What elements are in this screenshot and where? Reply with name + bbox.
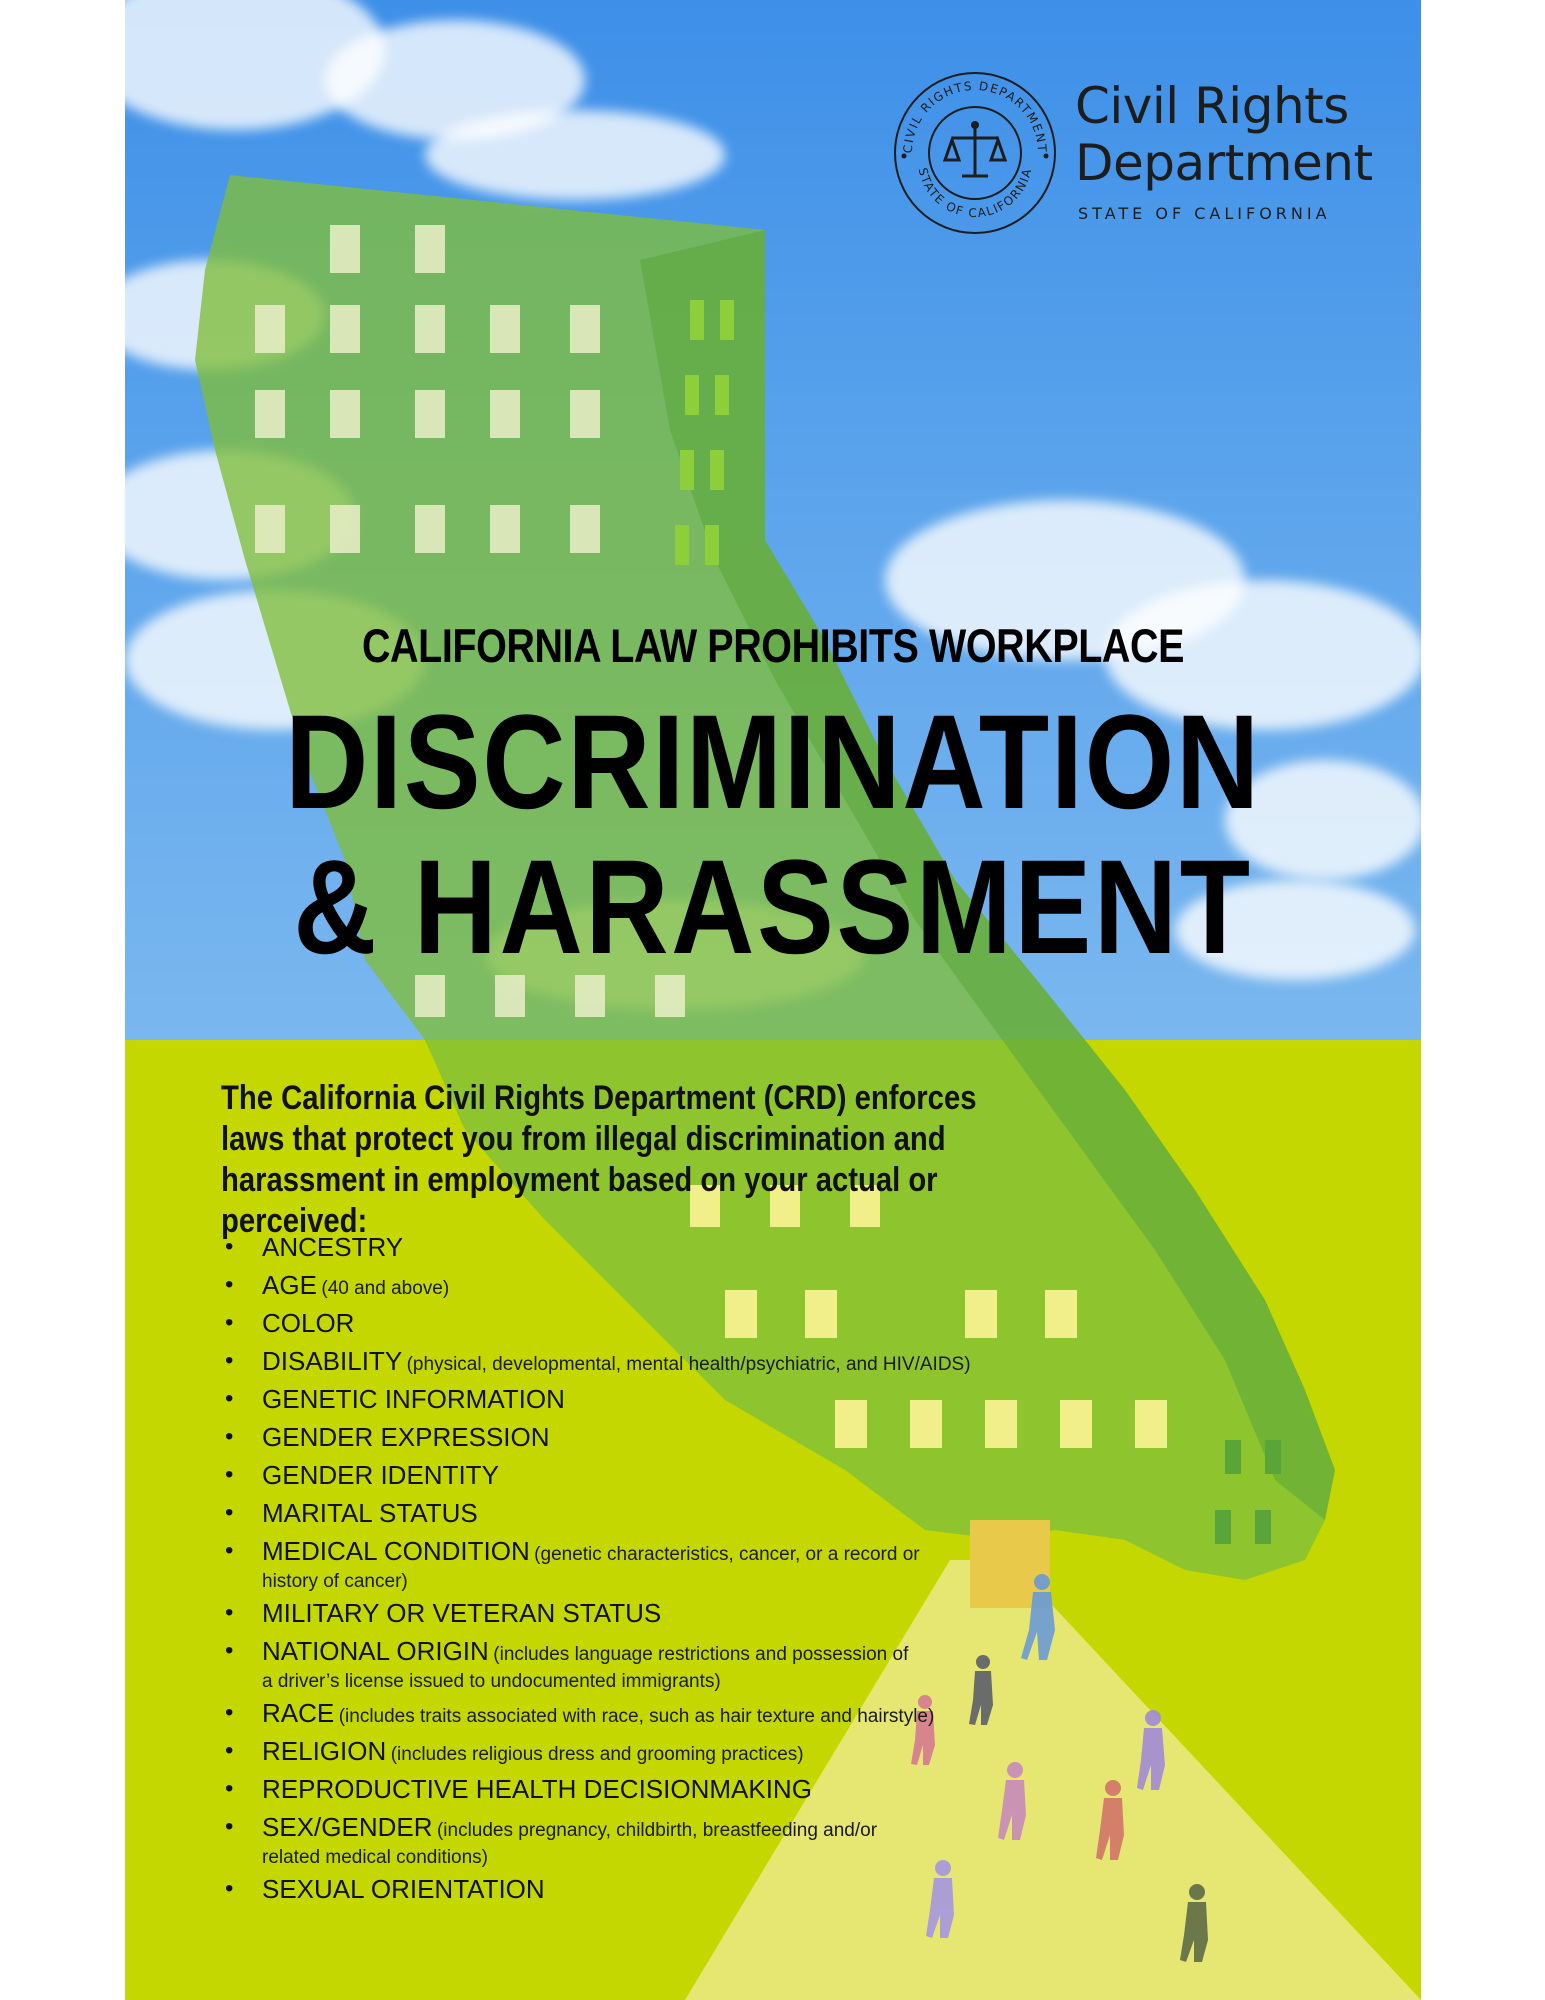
- protected-categories-list: [225, 1228, 1125, 1908]
- item-label: RACE: [262, 1698, 335, 1728]
- list-item: [225, 1532, 922, 1594]
- list-item: [225, 1304, 1125, 1342]
- item-label: AGE: [262, 1270, 317, 1300]
- item-label: GENDER EXPRESSION: [262, 1422, 550, 1452]
- list-item: [225, 1808, 882, 1870]
- headline-harassment: & HARASSMENT: [293, 833, 1253, 982]
- item-note: (includes pregnancy, childbirth, breastfeeding and/or related medical conditions): [262, 1820, 878, 1868]
- item-note: (genetic characteristics, cancer, or a record or history of cancer): [262, 1544, 920, 1592]
- item-label: MEDICAL CONDITION: [262, 1536, 530, 1566]
- scales-of-justice-icon: [945, 128, 1005, 176]
- bullet-icon: •: [225, 1385, 234, 1412]
- bullet-icon: •: [225, 1537, 234, 1564]
- bullet-icon: •: [225, 1775, 234, 1802]
- list-item: [225, 1380, 1125, 1418]
- item-label: SEXUAL ORIENTATION: [262, 1874, 545, 1904]
- item-note: (physical, developmental, mental health/psychiatric, and HIV/AIDS): [406, 1354, 971, 1375]
- item-label: MILITARY OR VETERAN STATUS: [262, 1598, 662, 1628]
- list-item: [225, 1418, 1125, 1456]
- list-item: [225, 1732, 1125, 1770]
- bullet-icon: •: [225, 1309, 234, 1336]
- item-label: SEX/GENDER: [262, 1812, 433, 1842]
- bullet-icon: •: [225, 1699, 234, 1726]
- list-item: [225, 1342, 1125, 1380]
- list-item: [225, 1228, 1125, 1266]
- headline-discrimination: DISCRIMINATION: [285, 688, 1261, 837]
- crd-logo: [890, 68, 1410, 238]
- item-label: DISABILITY: [262, 1346, 403, 1376]
- seal-ring-bottom-text: STATE OF CALIFORNIA: [915, 166, 1035, 221]
- bullet-icon: •: [225, 1271, 234, 1298]
- list-item: [225, 1632, 922, 1694]
- item-note: (includes language restrictions and possession of a driver’s license issued to undocumented immigrants): [262, 1644, 909, 1692]
- item-label: MARITAL STATUS: [262, 1498, 478, 1528]
- bullet-icon: •: [225, 1875, 234, 1902]
- bullet-icon: •: [225, 1637, 234, 1664]
- list-item: [225, 1594, 1125, 1632]
- bullet-icon: •: [225, 1813, 234, 1840]
- bullet-icon: •: [225, 1599, 234, 1626]
- bullet-icon: •: [225, 1461, 234, 1488]
- item-note: (includes traits associated with race, such as hair texture and hairstyle): [338, 1706, 935, 1727]
- item-label: REPRODUCTIVE HEALTH DECISIONMAKING: [262, 1774, 812, 1804]
- crd-seal-icon: [890, 68, 1060, 238]
- bullet-icon: •: [225, 1347, 234, 1374]
- item-label: GENDER IDENTITY: [262, 1460, 499, 1490]
- logo-subtitle: STATE OF CALIFORNIA: [1078, 204, 1331, 223]
- poster: [125, 0, 1421, 2000]
- bullet-icon: •: [225, 1233, 234, 1260]
- list-item: [225, 1694, 1125, 1732]
- list-item: [225, 1870, 1125, 1908]
- item-label: NATIONAL ORIGIN: [262, 1636, 489, 1666]
- logo-title: Civil Rights Department: [1075, 77, 1373, 192]
- item-label: GENETIC INFORMATION: [262, 1384, 565, 1414]
- intro-paragraph: The California Civil Rights Department (CRD) enforces laws that protect you from illegal discrimination and harassment in employment based on your actual or perceived:: [221, 1079, 977, 1240]
- headline-kicker: CALIFORNIA LAW PROHIBITS WORKPLACE: [361, 619, 1185, 672]
- bullet-icon: •: [225, 1423, 234, 1450]
- list-item: [225, 1494, 1125, 1532]
- list-item: [225, 1770, 1125, 1808]
- seal-ring-top-text: CIVIL RIGHTS DEPARTMENT: [900, 78, 1050, 154]
- list-item: [225, 1456, 1125, 1494]
- item-note: (40 and above): [321, 1278, 450, 1299]
- item-note: (includes religious dress and grooming practices): [390, 1744, 804, 1765]
- list-item: [225, 1266, 1125, 1304]
- bullet-icon: •: [225, 1499, 234, 1526]
- bullet-icon: •: [225, 1737, 234, 1764]
- item-label: ANCESTRY: [262, 1232, 404, 1262]
- item-label: RELIGION: [262, 1736, 387, 1766]
- item-label: COLOR: [262, 1308, 355, 1338]
